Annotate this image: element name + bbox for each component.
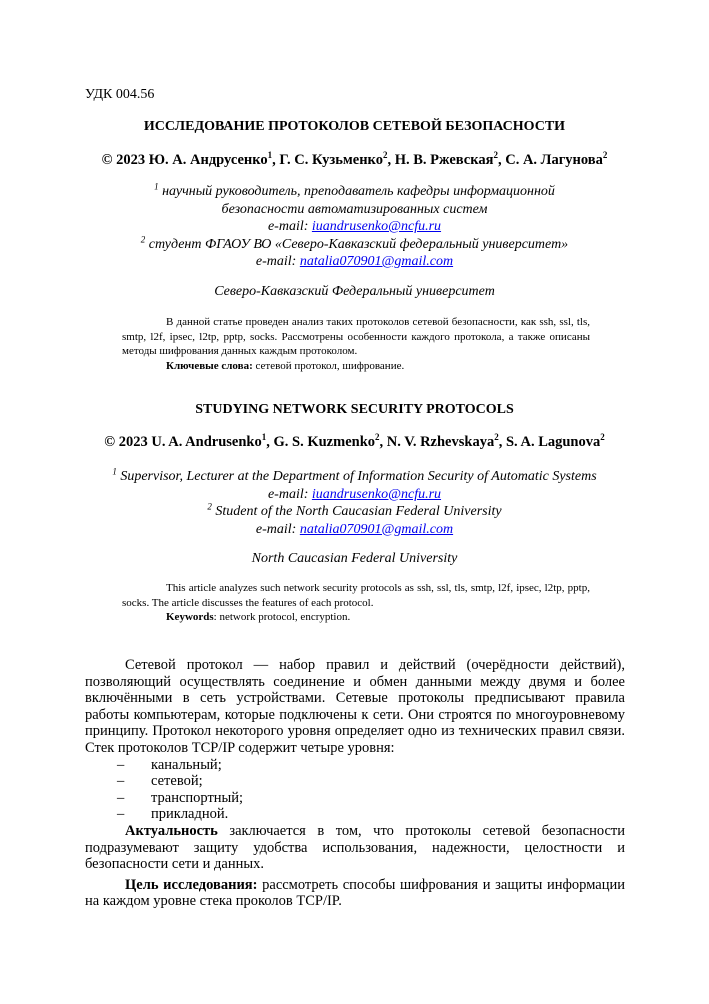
affiliation-text: студент ФГАОУ ВО «Северо-Кавказский федеральный университет» xyxy=(145,236,569,252)
affiliation-text: Student of the North Caucasian Federal University xyxy=(211,504,502,519)
author-name: N. V. Rzhevskaya xyxy=(386,434,495,450)
list-item-text: канальный; xyxy=(151,756,222,773)
copyright-prefix: © 2023 xyxy=(104,434,152,450)
affiliation-2-email xyxy=(0,253,709,271)
university-en: North Caucasian Federal University xyxy=(251,551,458,566)
list-marker: – xyxy=(117,773,125,790)
author-separator: , xyxy=(272,152,280,168)
keywords-en xyxy=(122,610,590,625)
affiliations-ru xyxy=(0,183,709,271)
author-name: Г. С. Кузьменко xyxy=(279,152,383,168)
abstract-text: This article analyzes such network security protocols as ssh, ssl, tls, smtp, l2f, ipsec, l2tp, pptp, socks. The article discusses the features of each protocol. xyxy=(122,582,590,609)
author-separator: , xyxy=(387,152,395,168)
authors-ru xyxy=(0,152,709,169)
affiliation-mark: 1 xyxy=(154,181,159,192)
affiliation-mark: 2 xyxy=(207,501,212,512)
keywords-label: Keywords xyxy=(166,611,214,623)
author-affiliation-mark: 2 xyxy=(600,432,605,443)
author-affiliation-mark: 2 xyxy=(494,432,499,443)
goal-label: Цель исследования: xyxy=(125,876,258,893)
list-item-text: сетевой; xyxy=(151,773,203,790)
university-ru: Северо-Кавказский Федеральный университет xyxy=(214,284,495,299)
email-label: e-mail: xyxy=(267,219,312,234)
goal-paragraph xyxy=(85,877,625,910)
abstract-text: В данной статье проведен анализ таких протоколов сетевой безопасности, как ssh, ssl, tls, smtp, l2f, ipsec, l2tp, pptp, socks. Рассмотрены особенности каждого протокола, а также описаны методы шифрования данных каждым протоколом. xyxy=(122,316,590,357)
author-name: Н. В. Ржевская xyxy=(394,152,494,168)
email-label: e-mail: xyxy=(255,254,300,269)
affiliation-mark: 1 xyxy=(112,466,117,477)
author-separator: , xyxy=(497,152,506,168)
author-separator: , xyxy=(266,434,274,450)
affiliation-1-line-2: безопасности автоматизированных систем xyxy=(221,201,488,217)
author-name: G. S. Kuzmenko xyxy=(273,434,376,450)
list-item xyxy=(85,790,625,807)
author-name: С. А. Лагунова xyxy=(505,152,603,168)
relevance-paragraph xyxy=(85,823,625,873)
list-marker: – xyxy=(117,756,125,773)
list-marker: – xyxy=(117,789,125,806)
affiliation-1-email xyxy=(0,218,709,236)
keywords-text: : network protocol, encryption. xyxy=(213,611,351,623)
affiliation-2-line-1 xyxy=(0,233,709,254)
abstract-ru xyxy=(122,315,590,373)
author-affiliation-mark: 2 xyxy=(375,432,380,443)
email-link[interactable]: iuandrusenko@ncfu.ru xyxy=(311,486,442,502)
affiliation-1-line-1 xyxy=(0,183,709,201)
email-link[interactable]: iuandrusenko@ncfu.ru xyxy=(311,219,442,234)
affiliation-2-line-1 xyxy=(0,503,709,521)
article-body xyxy=(85,657,625,910)
title-ru: ИССЛЕДОВАНИЕ ПРОТОКОЛОВ СЕТЕВОЙ БЕЗОПАСНОСТИ xyxy=(143,119,566,134)
author-name: U. A. Andrusenko xyxy=(151,434,262,450)
list-item-text: прикладной. xyxy=(151,806,229,823)
abstract-en xyxy=(122,581,590,625)
author-separator: , xyxy=(379,434,387,450)
email-label: e-mail: xyxy=(267,486,312,502)
affiliation-1-line-1 xyxy=(0,468,709,486)
affiliation-1-email xyxy=(0,486,709,504)
list-item xyxy=(85,806,625,823)
goal-text: рассмотреть способы шифрования и защиты информации на каждом уровне стека проколов TCP/IP. xyxy=(85,876,625,910)
author-name: S. A. Lagunova xyxy=(505,434,601,450)
affiliation-text: научный руководитель, преподаватель кафедры информационной xyxy=(158,184,555,199)
intro-paragraph: Сетевой протокол — набор правил и действий (очерёдности действий), позволяющий осуществлять соединение и обмен данными между двумя и более включёнными в сеть устройствами. Сетевые протоколы предписывают правила работы компьютерам, которые подключены к сети. Они строятся по многоуровневому принципу. Протокол некоторого уровня определяет одно из технических правил связи. Стек протоколов TCP/IP содержит четыре уровня: xyxy=(85,657,625,756)
affiliation-2-email xyxy=(0,521,709,539)
list-item-text: транспортный; xyxy=(151,789,244,806)
keywords-ru xyxy=(122,359,590,374)
list-marker: – xyxy=(117,806,125,823)
affiliations-en xyxy=(0,468,709,538)
udk-code: УДК 004.56 xyxy=(85,87,155,102)
list-item xyxy=(85,757,625,774)
authors-en xyxy=(0,434,709,451)
keywords-text: сетевой протокол, шифрование. xyxy=(252,359,405,372)
title-en: STUDYING NETWORK SECURITY PROTOCOLS xyxy=(195,402,514,417)
author-affiliation-mark: 2 xyxy=(602,150,608,161)
author-name: Ю. А. Андрусенко xyxy=(148,152,268,168)
author-affiliation-mark: 1 xyxy=(267,150,273,161)
relevance-label: Актуальность xyxy=(125,822,218,839)
email-link[interactable]: natalia070901@gmail.com xyxy=(299,254,454,269)
list-item xyxy=(85,773,625,790)
author-affiliation-mark: 2 xyxy=(382,150,388,161)
author-affiliation-mark: 2 xyxy=(493,150,498,161)
email-label: e-mail: xyxy=(255,521,300,537)
copyright-prefix: © 2023 xyxy=(101,152,149,168)
affiliation-text: Supervisor, Lecturer at the Department of Information Security of Automatic Systems xyxy=(116,469,597,484)
affiliation-mark: 2 xyxy=(140,233,146,244)
author-separator: , xyxy=(498,434,506,450)
keywords-label: Ключевые слова: xyxy=(166,359,253,372)
author-affiliation-mark: 1 xyxy=(261,432,267,443)
email-link[interactable]: natalia070901@gmail.com xyxy=(299,521,454,537)
relevance-text: заключается в том, что протоколы сетевой безопасности подразумевают защиту удобства использования, надежности, целостности и безопасности сети и данных. xyxy=(85,822,625,873)
tcp-ip-levels-list xyxy=(85,757,625,823)
